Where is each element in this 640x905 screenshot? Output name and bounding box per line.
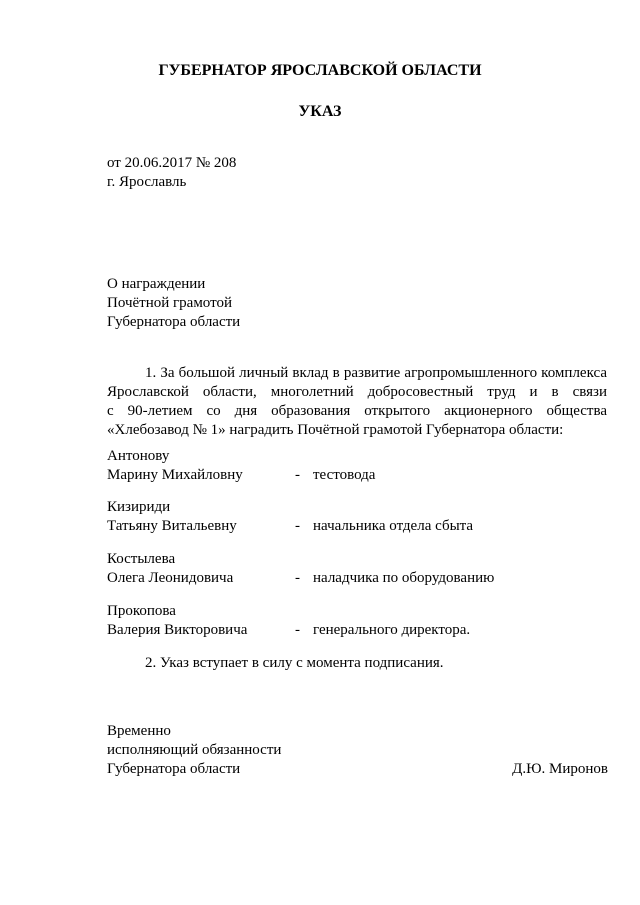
awardee-given-names: Валерия Викторовича	[107, 622, 248, 638]
subject-line-2: Почётной грамотой	[107, 295, 232, 311]
clause-2: 2. Указ вступает в силу с момента подписания.	[145, 655, 444, 671]
awardee-dash: -	[295, 518, 300, 534]
issuing-authority: ГУБЕРНАТОР ЯРОСЛАВСКОЙ ОБЛАСТИ	[158, 62, 482, 79]
subject-line-3: Губернатора области	[107, 314, 241, 330]
signatory-name: Д.Ю. Миронов	[512, 761, 608, 777]
clause-1-line-4: «Хлебозавод № 1» наградить Почётной грамотой Губернатора области:	[107, 422, 564, 438]
awardee-surname: Прокопова	[107, 603, 176, 619]
subject-line-1: О награждении	[107, 276, 206, 292]
awardee-surname: Кизириди	[107, 499, 171, 515]
clause-1-line-2: Ярославской области, многолетний добросовестный труд и в связи	[107, 384, 607, 400]
clause-1-line-3: с 90-летием со дня образования открытого акционерного общества	[107, 403, 607, 419]
document-type: УКАЗ	[298, 103, 342, 120]
signatory-title-line-3: Губернатора области	[107, 761, 241, 777]
awardee-surname: Костылева	[107, 551, 176, 567]
awardee-surname: Антонову	[107, 448, 170, 464]
document-city: г. Ярославль	[107, 174, 187, 190]
awardee-given-names: Марину Михайловну	[107, 467, 243, 483]
awardee-position: наладчика по оборудованию	[313, 570, 495, 586]
awardee-dash: -	[295, 467, 300, 483]
signatory-title-line-2: исполняющий обязанности	[107, 742, 282, 758]
signatory-title-line-1: Временно	[107, 723, 171, 739]
awardee-dash: -	[295, 570, 300, 586]
awardee-dash: -	[295, 622, 300, 638]
awardee-position: генерального директора.	[313, 622, 471, 638]
awardee-position: тестовода	[313, 467, 376, 483]
awardee-given-names: Татьяну Витальевну	[107, 518, 237, 534]
document-date-number: от 20.06.2017 № 208	[107, 155, 237, 171]
clause-1-paragraph	[107, 364, 607, 440]
awardee-given-names: Олега Леонидовича	[107, 570, 234, 586]
awardee-position: начальника отдела сбыта	[313, 518, 474, 534]
clause-1-line-1: 1. За большой личный вклад в развитие агропромышленного комплекса	[145, 365, 607, 381]
